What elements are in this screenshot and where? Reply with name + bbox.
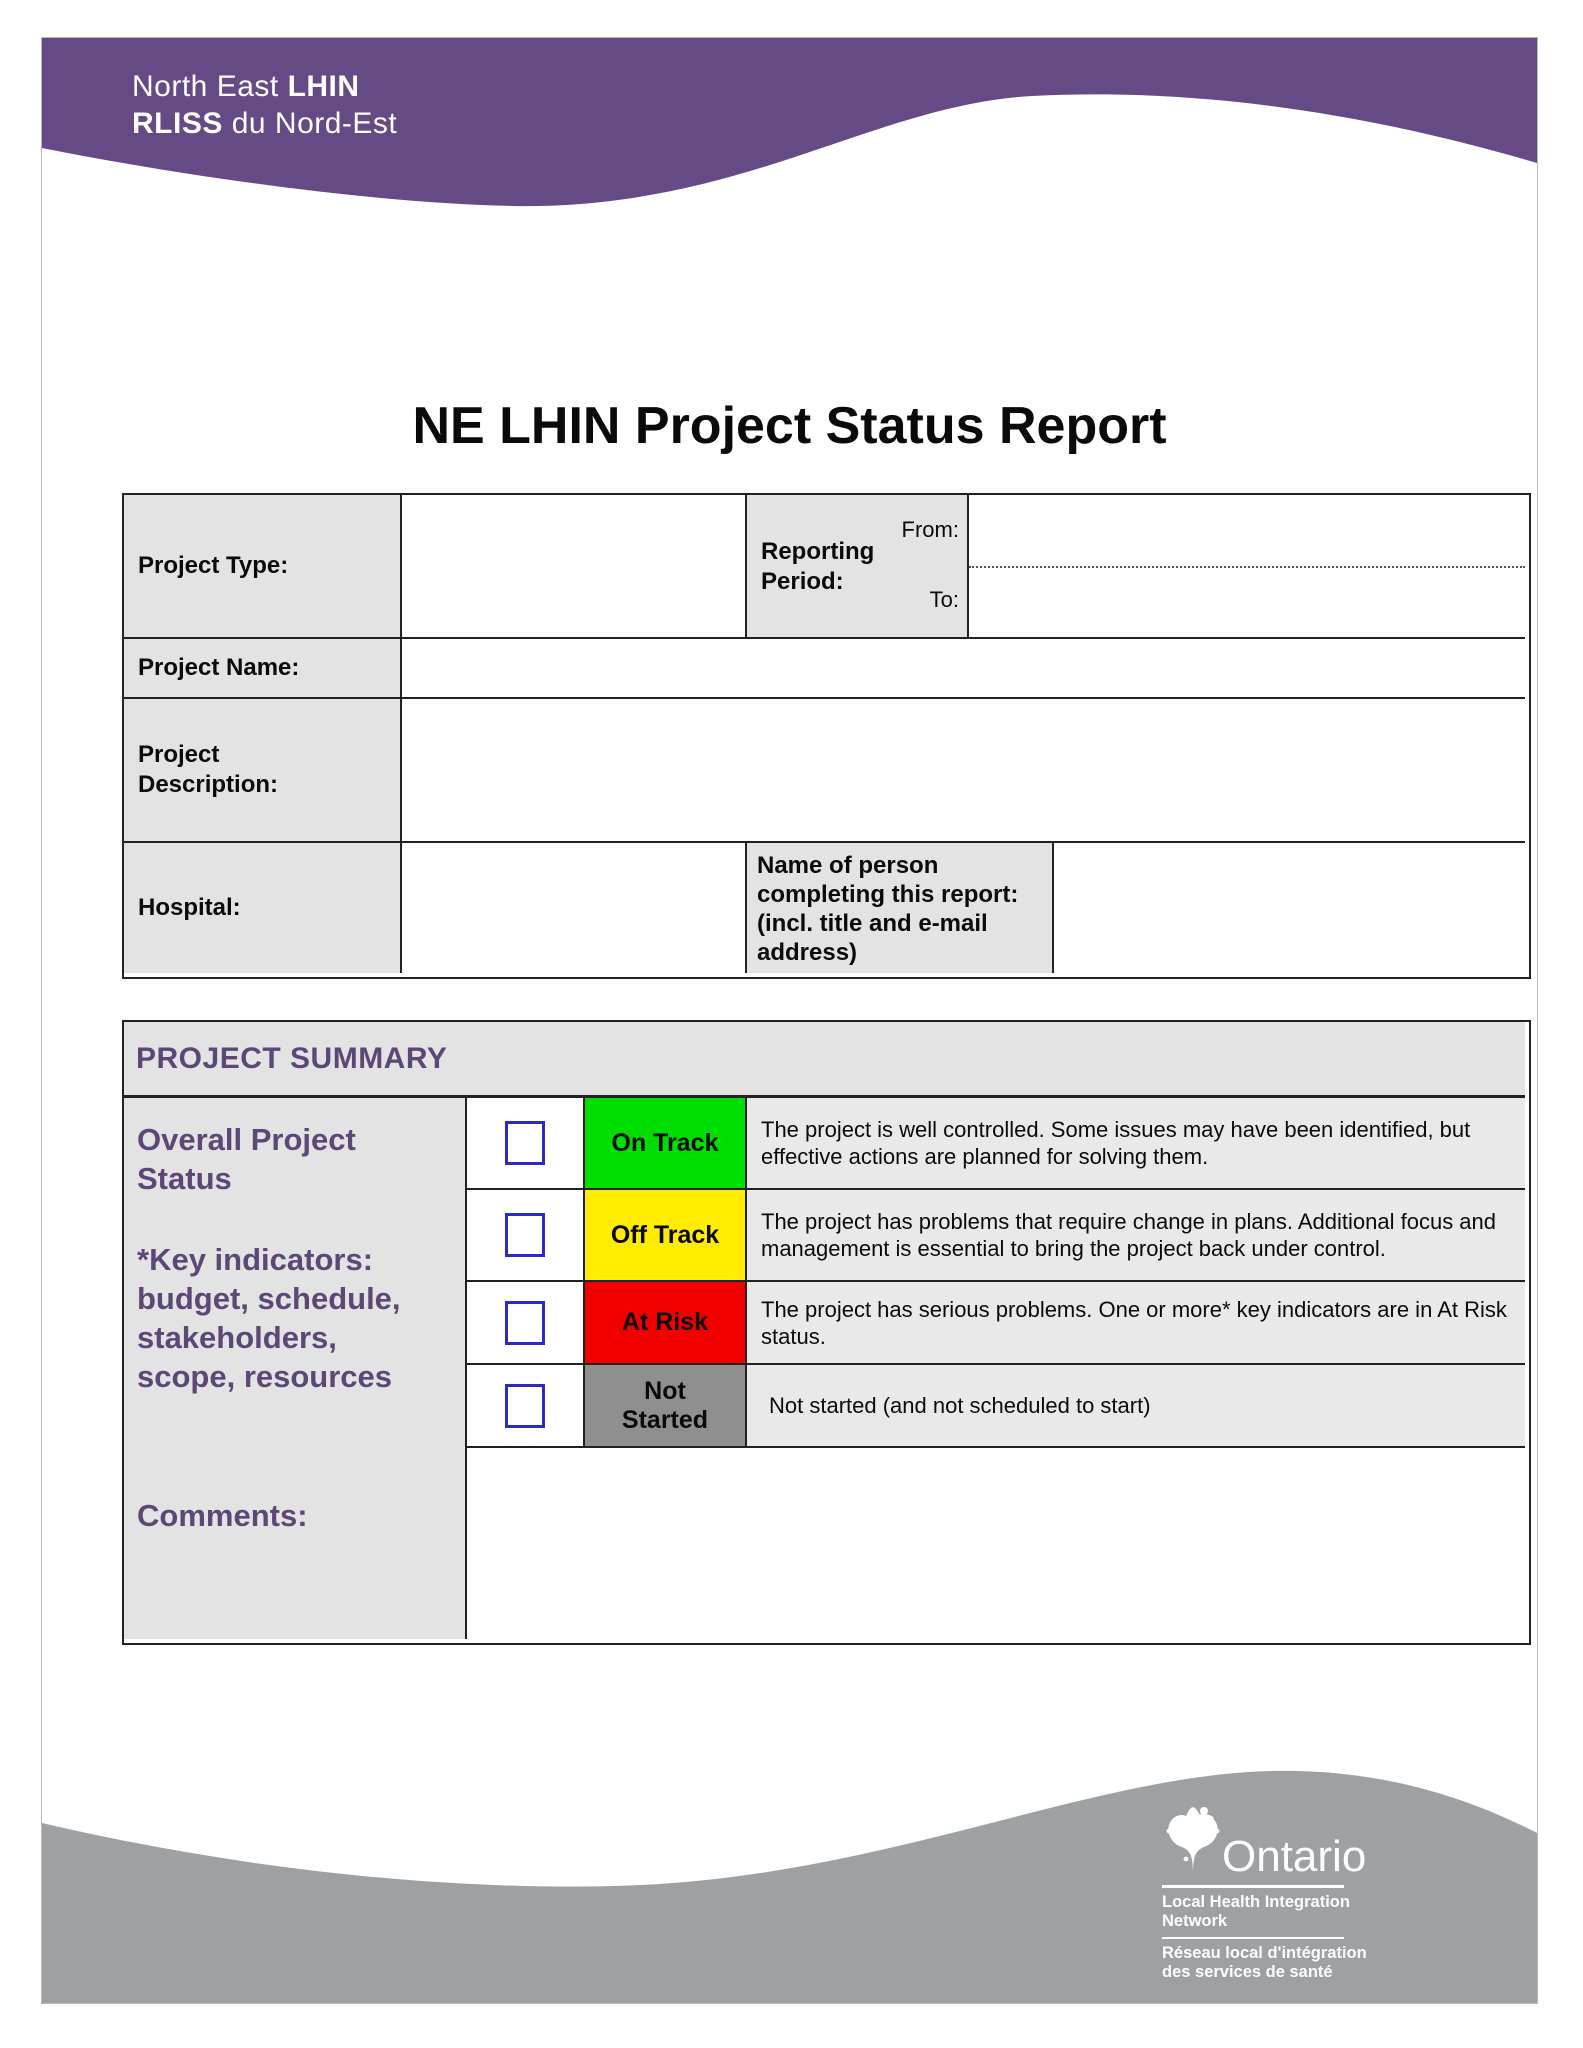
project-name-value[interactable]	[402, 639, 1525, 699]
not-started-checkbox[interactable]	[505, 1384, 545, 1428]
ontario-wordmark: Ontario	[1222, 1832, 1367, 1881]
on-track-checkbox[interactable]	[505, 1121, 545, 1165]
hospital-value[interactable]	[402, 843, 747, 973]
reporting-from-input[interactable]	[969, 495, 1525, 566]
key-indicators-label: *Key indicators: budget, schedule, stakeholders, scope, resources	[137, 1242, 401, 1394]
on-track-description: The project is well controlled. Some issues may have been identified, but effective actions are planned for solving them.	[747, 1098, 1525, 1190]
summary-label-column	[124, 1098, 467, 1639]
project-name-label: Project Name:	[124, 639, 402, 699]
lhin-logo-line2: RLISS du Nord-Est	[132, 107, 398, 140]
report-completer-label: Name of person completing this report: (incl. title and e-mail address)	[747, 843, 1054, 973]
comments-area[interactable]	[467, 1448, 1525, 1639]
off-track-badge: Off Track	[585, 1190, 747, 1282]
at-risk-checkbox-cell	[467, 1282, 585, 1365]
off-track-checkbox-cell	[467, 1190, 585, 1282]
project-summary-table	[122, 1020, 1531, 1645]
comments-label: Comments:	[137, 1498, 308, 1533]
not-started-checkbox-cell	[467, 1365, 585, 1448]
lhin-logo	[132, 68, 397, 142]
footer-network-en: Local Health Integration Network	[1162, 1893, 1350, 1930]
at-risk-checkbox[interactable]	[505, 1301, 545, 1345]
on-track-badge: On Track	[585, 1098, 747, 1190]
project-description-value[interactable]	[402, 699, 1525, 843]
at-risk-description: The project has serious problems. One or more* key indicators are in At Risk status.	[747, 1282, 1525, 1365]
project-info-table	[122, 493, 1531, 979]
project-description-label: Project Description:	[124, 699, 402, 843]
not-started-badge: Not Started	[585, 1365, 747, 1448]
from-label: From:	[901, 517, 959, 542]
project-summary-header: PROJECT SUMMARY	[124, 1022, 1525, 1098]
trillium-icon	[1162, 1803, 1224, 1879]
on-track-checkbox-cell	[467, 1098, 585, 1190]
footer-rule-1	[1162, 1885, 1344, 1888]
ontario-logo	[1162, 1803, 1422, 1982]
report-page	[42, 38, 1537, 2003]
page-title: NE LHIN Project Status Report	[412, 397, 1167, 455]
not-started-description: Not started (and not scheduled to start)	[747, 1365, 1525, 1448]
hospital-label: Hospital:	[124, 843, 402, 973]
off-track-checkbox[interactable]	[505, 1213, 545, 1257]
footer-rule-2	[1162, 1937, 1344, 1939]
project-type-label: Project Type:	[124, 495, 402, 639]
reporting-period-label: Reporting Period:	[761, 538, 875, 595]
off-track-description: The project has problems that require change in plans. Additional focus and management is essential to bring the project back under control.	[747, 1190, 1525, 1282]
project-type-value[interactable]	[402, 495, 747, 639]
report-completer-value[interactable]	[1054, 843, 1525, 973]
reporting-period-label-cell	[747, 495, 969, 639]
footer-network-fr: Réseau local d'intégration des services de santé	[1162, 1944, 1367, 1981]
lhin-logo-line1: North East LHIN	[132, 70, 360, 103]
to-label: To:	[929, 587, 959, 612]
at-risk-badge: At Risk	[585, 1282, 747, 1365]
reporting-period-inputs	[969, 495, 1525, 639]
overall-status-label: Overall Project Status	[137, 1122, 356, 1196]
reporting-to-input[interactable]	[969, 568, 1525, 637]
